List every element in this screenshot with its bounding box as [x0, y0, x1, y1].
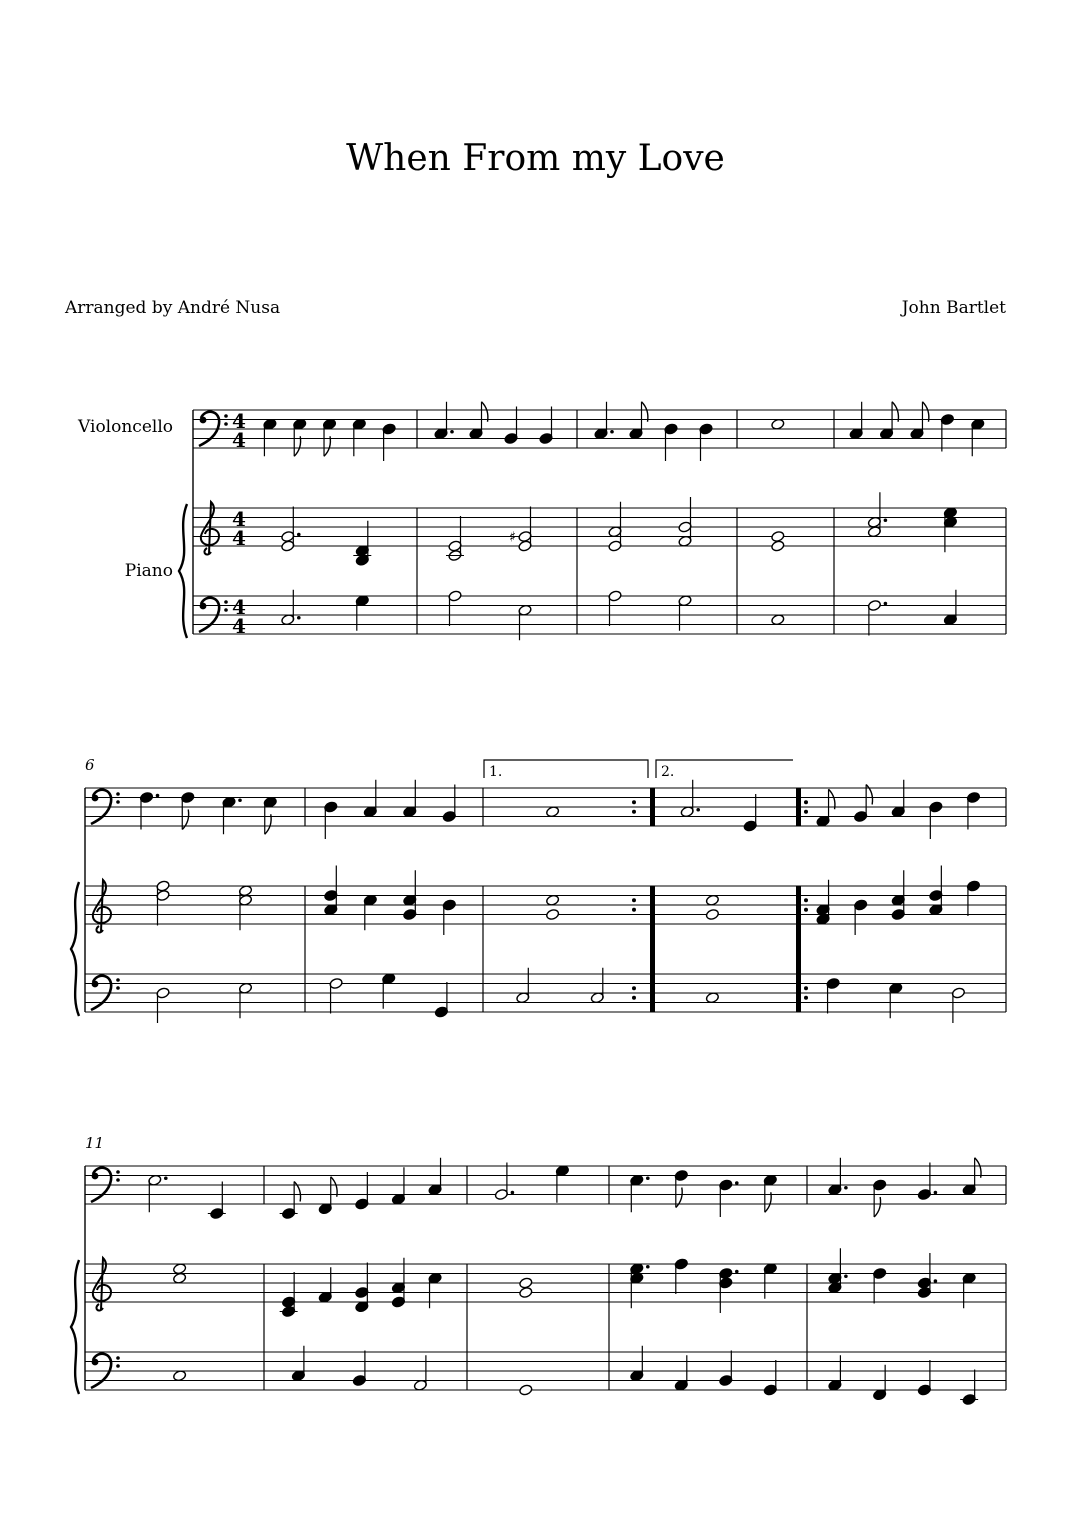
repeat-dot: [804, 908, 808, 912]
treble-clef-icon: [93, 880, 111, 933]
augmentation-dot: [844, 1186, 848, 1190]
bass-clef-dot: [116, 978, 120, 982]
repeat-dot: [632, 800, 636, 804]
augmentation-dot: [238, 798, 242, 802]
piano-treble-note: [545, 908, 559, 920]
bass-clef-dot: [116, 1364, 120, 1368]
augmentation-dot: [884, 602, 888, 606]
bass-clef-dot: [116, 800, 120, 804]
note-flag: [482, 402, 488, 422]
measure-number-6: 6: [85, 756, 95, 774]
note-flag: [642, 402, 648, 422]
instrument-label-piano: Piano: [124, 561, 173, 581]
piano-treble-note: [519, 1286, 533, 1298]
bass-clef-dot: [116, 1178, 120, 1182]
bass-clef-dot: [200, 603, 207, 610]
repeat-dot: [804, 986, 808, 990]
note-flag: [874, 1197, 880, 1217]
bass-clef-dot: [116, 986, 120, 990]
piano-brace: [179, 504, 187, 638]
note-flag: [331, 1177, 337, 1197]
augmentation-dot: [610, 430, 614, 434]
augmentation-dot: [511, 1191, 515, 1195]
augmentation-dot: [884, 518, 888, 522]
repeat-dot: [804, 800, 808, 804]
time-signature-digit: 4: [232, 507, 246, 531]
sharp-sign: ♯: [509, 529, 516, 546]
repeat-dot: [632, 996, 636, 1000]
repeat-dot: [632, 810, 636, 814]
augmentation-dot: [297, 616, 301, 620]
note-flag: [765, 1192, 771, 1212]
notes-group: [139, 402, 984, 1406]
bass-clef-dot: [224, 608, 228, 612]
time-signature-digit: 4: [232, 428, 246, 452]
bass-clef-dot: [116, 1356, 120, 1360]
augmentation-dot: [450, 430, 454, 434]
time-signature-digit: 4: [232, 595, 246, 619]
augmentation-dot: [164, 1176, 168, 1180]
note-flag: [892, 402, 898, 422]
repeat-dot: [804, 996, 808, 1000]
treble-clef-icon: [93, 1258, 111, 1311]
bass-clef-dot: [224, 600, 228, 604]
svg-text:2.: 2.: [661, 764, 675, 780]
bass-clef-dot: [224, 422, 228, 426]
augmentation-dot: [297, 533, 301, 537]
piano-treble-note: [519, 1277, 533, 1289]
augmentation-dot: [696, 808, 700, 812]
augmentation-dot: [646, 1265, 650, 1269]
bass-clef-dot: [92, 1173, 99, 1180]
augmentation-dot: [646, 1176, 650, 1180]
bass-clef-dot: [116, 792, 120, 796]
repeat-dot: [804, 810, 808, 814]
bass-clef-dot: [92, 1359, 99, 1366]
composer-credit: John Bartlet: [901, 298, 1006, 318]
time-signature-digit: 4: [232, 614, 246, 638]
treble-clef-icon: [201, 502, 219, 555]
repeat-dot: [804, 898, 808, 902]
piano-bass-note: [519, 1384, 533, 1396]
note-flag: [324, 436, 330, 456]
augmentation-dot: [735, 1270, 739, 1274]
augmentation-dot: [934, 1191, 938, 1195]
volta-second-ending: [656, 760, 793, 780]
note-flag: [294, 436, 300, 456]
svg-text:1.: 1.: [489, 764, 503, 780]
augmentation-dot: [844, 1274, 848, 1278]
piece-title: When From my Love: [346, 138, 725, 179]
note-flag: [829, 789, 835, 809]
note-flag: [265, 814, 271, 834]
repeat-dot: [632, 898, 636, 902]
bass-clef-dot: [116, 1170, 120, 1174]
bass-clef-dot: [200, 417, 207, 424]
staff-lines-group: [85, 410, 1006, 1390]
augmentation-dot: [934, 1279, 938, 1283]
piano-treble-note: [771, 530, 785, 542]
piano-brace: [71, 1260, 79, 1394]
note-flag: [922, 402, 928, 422]
instrument-label-cello: Violoncello: [78, 417, 173, 437]
piano-brace: [71, 882, 79, 1016]
bass-clef-dot: [92, 795, 99, 802]
repeat-dot: [632, 986, 636, 990]
thick-barline: [796, 788, 801, 826]
bass-clef-dot: [224, 414, 228, 418]
time-signature-digit: 4: [232, 526, 246, 550]
thick-barline: [796, 886, 801, 1012]
arranger-credit: Arranged by André Nusa: [65, 298, 281, 318]
piano-treble-note: [771, 540, 785, 552]
note-flag: [975, 1158, 981, 1178]
volta-first-ending: [484, 760, 648, 780]
augmentation-dot: [735, 1181, 739, 1185]
clefs-group: [91, 409, 246, 1388]
augmentation-dot: [156, 794, 160, 798]
thick-barline: [650, 788, 655, 826]
time-signature-digit: 4: [232, 409, 246, 433]
bass-clef-dot: [92, 981, 99, 988]
measure-number-11: 11: [85, 1134, 105, 1152]
piano-treble-note: [705, 908, 719, 920]
repeat-dot: [632, 908, 636, 912]
thick-barline: [650, 886, 655, 1012]
